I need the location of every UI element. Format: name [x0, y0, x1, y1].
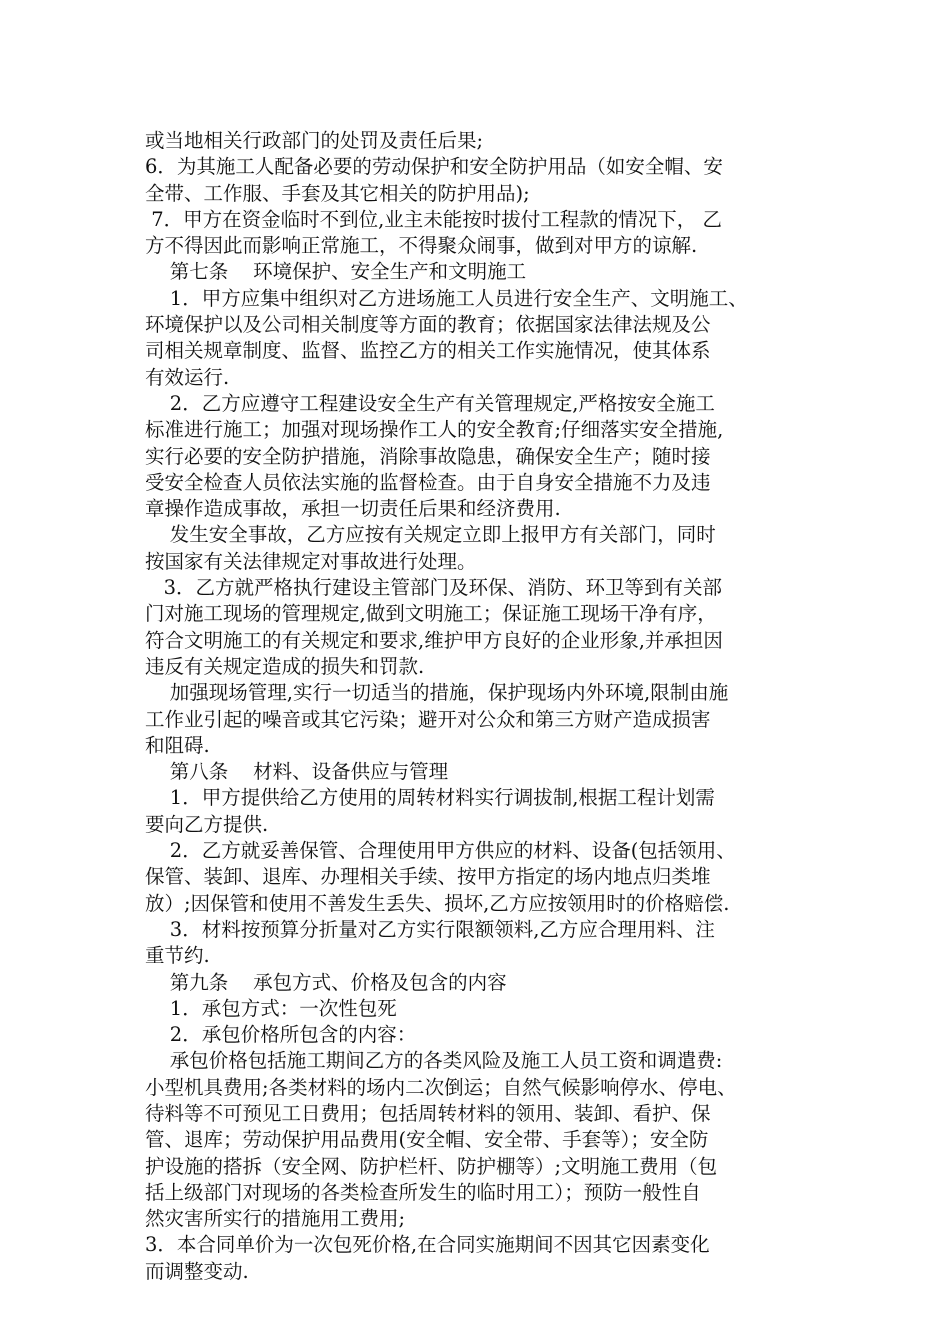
text-line: 管、退库；劳动保护用品费用(安全帽、安全带、手套等）；安全防 [145, 1128, 709, 1152]
text-line: 方不得因此而影响正常施工，不得聚众闹事，做到对甲方的谅解. [145, 234, 698, 258]
text-line: 1．甲方应集中组织对乙方进场施工人员进行安全生产、文明施工、 [145, 286, 748, 310]
text-line: 承包价格包括施工期间乙方的各类风险及施工人员工资和调遣费: [145, 1049, 723, 1073]
text-line: 7．甲方在资金临时不到位,业主未能按时拔付工程款的情况下， 乙 [145, 207, 723, 231]
text-line: 2．乙方应遵守工程建设安全生产有关管理规定,严格按安全施工 [145, 391, 715, 415]
text-line: 放）;因保管和使用不善发生丢失、损坏,乙方应按领用时的价格赔偿. [145, 891, 730, 915]
text-line: 和阻碍. [145, 733, 210, 757]
text-line: 门对施工现场的管理规定,做到文明施工；保证施工现场干净有序， [145, 602, 717, 626]
text-line: 司相关规章制度、监督、监控乙方的相关工作实施情况，使其体系 [145, 339, 711, 363]
text-line: 然灾害所实行的措施用工费用; [145, 1207, 406, 1231]
text-line: 待料等不可预见工日费用；包括周转材料的领用、装卸、看护、保 [145, 1101, 711, 1125]
text-line: 1．承包方式：一次性包死 [145, 996, 397, 1020]
text-line: 3．本合同单价为一次包死价格,在合同实施期间不因其它因素变化 [145, 1233, 710, 1257]
text-line: 要向乙方提供. [145, 812, 269, 836]
text-line: 6．为其施工人配备必要的劳动保护和安全防护用品（如安全帽、安 [145, 155, 723, 179]
text-line: 括上级部门对现场的各类检查所发生的临时用工）；预防一般性自 [145, 1180, 701, 1204]
text-line: 工作业引起的噪音或其它污染；避开对公众和第三方财产造成损害 [145, 707, 711, 731]
text-line: 章操作造成事故，承担一切责任后果和经济费用. [145, 497, 561, 521]
text-line: 重节约. [145, 944, 210, 968]
text-line: 有效运行. [145, 365, 230, 389]
text-line: 标准进行施工；加强对现场操作工人的安全教育;仔细落实安全措施, [145, 418, 724, 442]
section-heading: 第八条 材料、设备供应与管理 [145, 760, 449, 784]
text-line: 或当地相关行政部门的处罚及责任后果; [145, 129, 484, 152]
text-line: 1．甲方提供给乙方使用的周转材料实行调拔制,根据工程计划需 [145, 786, 715, 810]
text-line: 加强现场管理,实行一切适当的措施，保护现场内外环境,限制由施 [145, 681, 729, 705]
text-line: 2．乙方就妥善保管、合理使用甲方供应的材料、设备(包括领用、 [145, 839, 736, 863]
section-heading: 第九条 承包方式、价格及包含的内容 [145, 970, 507, 994]
text-line: 违反有关规定造成的损失和罚款. [145, 654, 425, 678]
text-line: 而调整变动. [145, 1259, 249, 1283]
text-line: 3．乙方就严格执行建设主管部门及环保、消防、环卫等到有关部 [145, 576, 723, 600]
text-line: 符合文明施工的有关规定和要求,维护甲方良好的企业形象,并承担因 [145, 628, 723, 652]
text-line: 小型机具费用;各类材料的场内二次倒运；自然气候影响停水、停电、 [145, 1075, 737, 1099]
text-line: 受安全检查人员依法实施的监督检查。由于自身安全措施不力及违 [145, 470, 711, 494]
text-line: 护设施的搭拆（安全网、防护栏杆、防护棚等）;文明施工费用（包 [145, 1154, 718, 1178]
text-line: 按国家有关法律规定对事故进行处理。 [145, 549, 477, 573]
section-heading: 第七条 环境保护、安全生产和文明施工 [145, 260, 527, 284]
text-line: 发生安全事故，乙方应按有关规定立即上报甲方有关部门，同时 [145, 523, 716, 547]
text-line: 2．承包价格所包含的内容： [145, 1023, 417, 1047]
text-line: 环境保护以及公司相关制度等方面的教育；依据国家法律法规及公 [145, 313, 711, 337]
text-line: 全带、工作服、手套及其它相关的防护用品); [145, 181, 530, 205]
text-line: 3．材料按预算分折量对乙方实行限额领料,乙方应合理用料、注 [145, 917, 715, 941]
text-line: 实行必要的安全防护措施，消除事故隐患，确保安全生产；随时接 [145, 444, 711, 468]
text-line: 保管、装卸、退库、办理相关手续、按甲方指定的场内地点归类堆 [145, 865, 711, 889]
document-body [145, 128, 815, 1285]
